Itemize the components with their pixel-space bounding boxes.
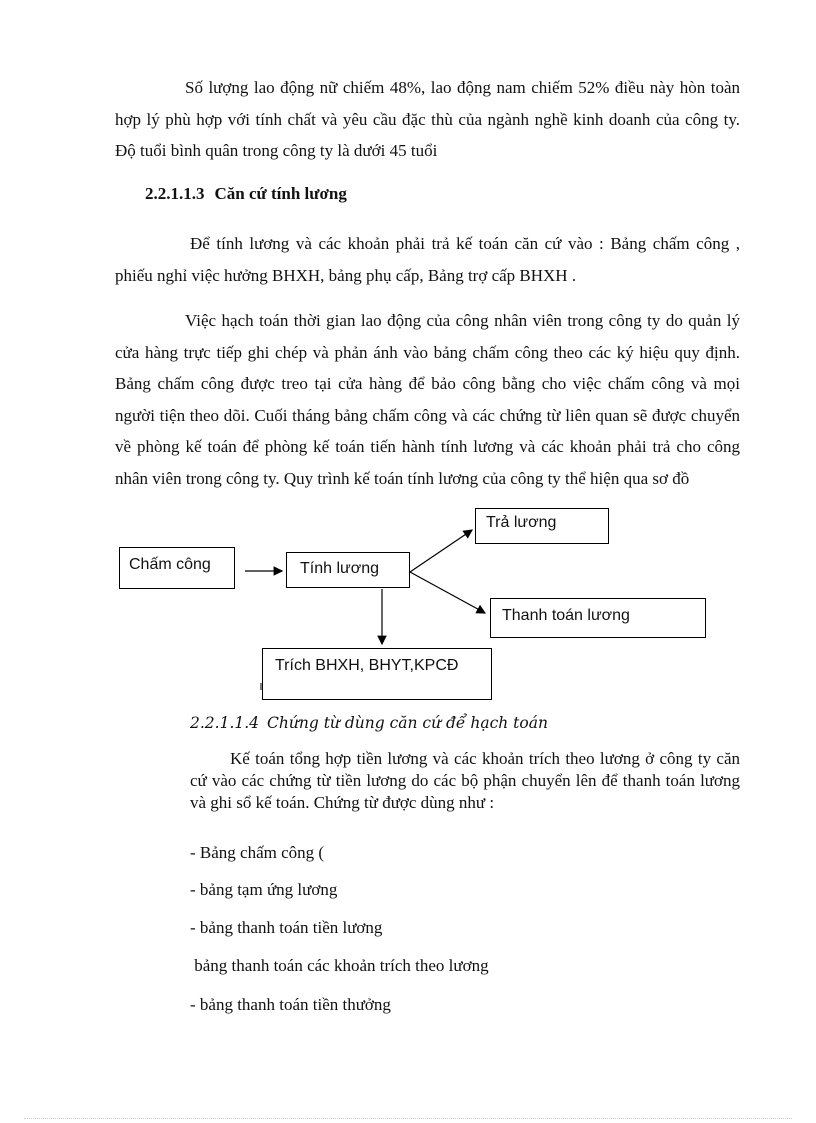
section-heading-salary-basis	[145, 184, 347, 204]
box-thanh-toan-luong	[490, 598, 706, 638]
box-cham-cong	[119, 547, 235, 589]
box-label: Trích BHXH, BHYT,KPCĐ	[275, 657, 459, 674]
paragraph-accounting-docs: Kế toán tổng hợp tiền lương và các khoản trích theo lương ở công ty căn cứ vào các chứng từ tiền lương do các bộ phận chuyển lên để thanh toán lương và ghi sổ kế toán. Chứng từ được dùng như :	[190, 749, 740, 812]
box-label: Trả lương	[486, 514, 557, 531]
paragraph-labor-ratio: Số lượng lao động nữ chiếm 48%, lao động nam chiếm 52% điều này hòn toàn hợp lý phù hợp với tính chất và yêu cầu đặc thù của ngành nghề kinh doanh của công ty. Độ tuổi bình quân trong công ty là dưới 45 tuổi	[115, 78, 740, 160]
paragraph-timekeeping: Việc hạch toán thời gian lao động của công nhân viên trong công ty do quản lý cửa hàng trực tiếp ghi chép và phản ánh vào bảng chấm công theo các ký hiệu quy định. Bảng chấm công được treo tại cửa hàng để bảo công bằng cho việc chấm công và mọi người tiện theo dõi. Cuối tháng bảng chấm công và các chứng từ liên quan sẽ được chuyển về phòng kế toán để phòng kế toán tiến hành tính lương và các khoản phải trả cho công nhân viên trong công ty. Quy trình kế toán tính lương của công ty thể hiện qua sơ đồ	[115, 311, 740, 488]
box-label: Thanh toán lương	[502, 607, 630, 624]
box-label: Tính lương	[300, 560, 380, 577]
heading-title: Căn cứ tính lương	[214, 184, 347, 203]
list-item: bảng thanh toán các khoản trích theo lương	[190, 956, 489, 975]
heading-number: 2.2.1.1.4	[190, 714, 260, 732]
box-trich-bhxh	[262, 648, 492, 700]
list-item: - bảng tạm ứng lương	[190, 880, 338, 899]
box-tinh-luong	[286, 552, 410, 588]
heading-title: Chứng từ dùng căn cứ để hạch toán	[267, 714, 548, 732]
paragraph-salary-basis: Để tính lương và các khoản phải trả kế toán căn cứ vào : Bảng chấm công , phiếu nghỉ việc hưởng BHXH, bảng phụ cấp, Bảng trợ cấp BHXH .	[115, 234, 740, 285]
list-item: - bảng thanh toán tiền thưởng	[190, 995, 391, 1014]
page-bottom-border	[24, 1118, 792, 1119]
box-tra-luong	[475, 508, 609, 544]
arrow-tinhluong-to-traluong	[410, 530, 472, 572]
heading-number: 2.2.1.1.3	[145, 184, 205, 203]
list-item: - bảng thanh toán tiền lương	[190, 918, 383, 937]
arrow-tinhluong-to-thanhtoan	[410, 572, 485, 613]
list-item: - Bảng chấm công (	[190, 843, 325, 862]
box-label: Chấm công	[129, 556, 211, 573]
section-heading-documents	[190, 714, 548, 732]
